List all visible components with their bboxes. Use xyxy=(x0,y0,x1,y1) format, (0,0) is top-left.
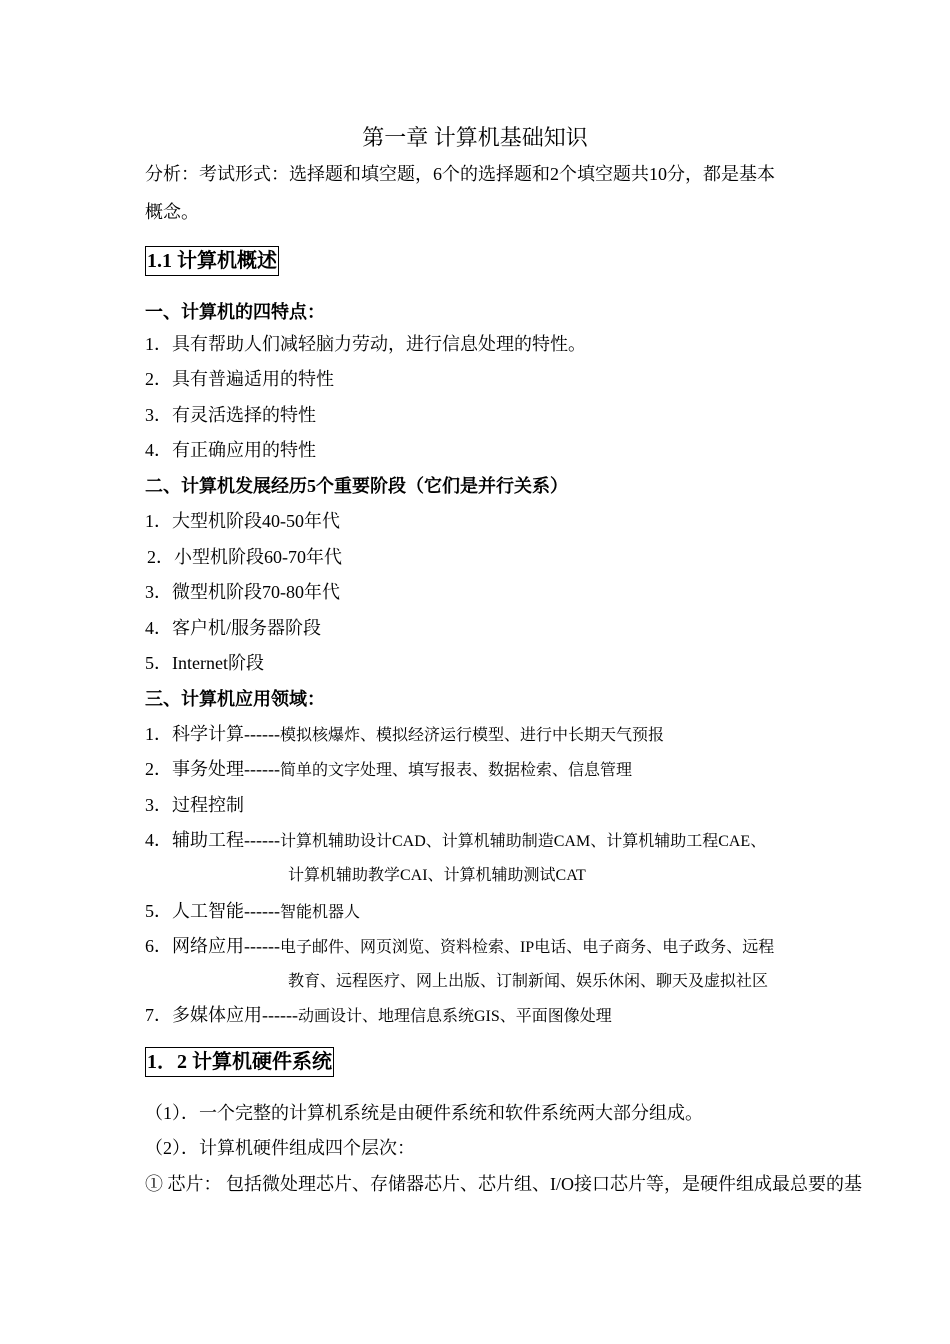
list-item: 1．大型机阶段40-50年代 xyxy=(145,511,340,531)
application-detail: 简单的文字处理、填写报表、数据检索、信息管理 xyxy=(279,762,632,779)
chapter-title: 第一章 计算机基础知识 xyxy=(362,125,588,150)
application-detail: 模拟核爆炸、模拟经济运行模型、进行中长期天气预报 xyxy=(279,727,664,744)
list-item: 3．有灵活选择的特性 xyxy=(145,405,316,425)
list-item: 4．有正确应用的特性 xyxy=(145,440,316,460)
paragraph: ① 芯片： 包括微处理芯片、存储器芯片、芯片组、I/O接口芯片等，是硬件组成最总要的基 xyxy=(145,1174,862,1194)
part-heading-features: 一、计算机的四特点： xyxy=(145,302,325,322)
analysis-line-2: 概念。 xyxy=(145,202,199,222)
application-item xyxy=(145,723,664,747)
application-label: 1．科学计算------ xyxy=(145,724,280,744)
application-label: 4．辅助工程------ xyxy=(145,830,280,850)
part-heading-applications: 三、计算机应用领域： xyxy=(145,689,325,709)
application-label: 6．网络应用------ xyxy=(145,936,280,956)
list-item: 2．具有普遍适用的特性 xyxy=(145,369,334,389)
application-label: 3．过程控制 xyxy=(145,795,244,815)
list-item: 5．Internet阶段 xyxy=(145,653,264,673)
application-item xyxy=(145,900,360,924)
application-detail: 智能机器人 xyxy=(279,904,360,921)
application-item xyxy=(145,1004,612,1028)
list-item: 2．小型机阶段60-70年代 xyxy=(147,547,342,567)
application-label: 5．人工智能------ xyxy=(145,901,280,921)
application-item xyxy=(145,829,766,853)
application-item xyxy=(145,794,244,816)
list-item: 1．具有帮助人们减轻脑力劳动，进行信息处理的特性。 xyxy=(145,334,586,354)
application-detail-continued: 教育、远程医疗、网上出版、订制新闻、娱乐休闲、聊天及虚拟社区 xyxy=(288,973,769,990)
application-label: 2．事务处理------ xyxy=(145,759,280,779)
application-item xyxy=(145,935,774,959)
list-item: 3．微型机阶段70-80年代 xyxy=(145,582,340,602)
application-item xyxy=(145,758,632,782)
application-detail: 电子邮件、网页浏览、资料检索、IP电话、电子商务、电子政务、远程 xyxy=(279,939,775,956)
paragraph: （2）．计算机硬件组成四个层次： xyxy=(145,1138,415,1158)
analysis-line-1: 分析：考试形式：选择题和填空题，6个的选择题和2个填空题共10分，都是基本 xyxy=(145,164,775,184)
list-item: 4．客户机/服务器阶段 xyxy=(145,618,322,638)
application-detail: 动画设计、地理信息系统GIS、平面图像处理 xyxy=(297,1008,612,1025)
part-heading-stages: 二、计算机发展经历5个重要阶段（它们是并行关系） xyxy=(145,476,568,496)
application-detail: 计算机辅助设计CAD、计算机辅助制造CAM、计算机辅助工程CAE、 xyxy=(279,833,767,850)
application-detail-continued: 计算机辅助教学CAI、计算机辅助测试CAT xyxy=(288,867,586,884)
section-heading-1-2: 1．2 计算机硬件系统 xyxy=(145,1047,334,1077)
paragraph: （1）．一个完整的计算机系统是由硬件系统和软件系统两大部分组成。 xyxy=(145,1103,703,1123)
application-label: 7．多媒体应用------ xyxy=(145,1005,298,1025)
section-heading-1-1: 1.1 计算机概述 xyxy=(145,246,279,276)
